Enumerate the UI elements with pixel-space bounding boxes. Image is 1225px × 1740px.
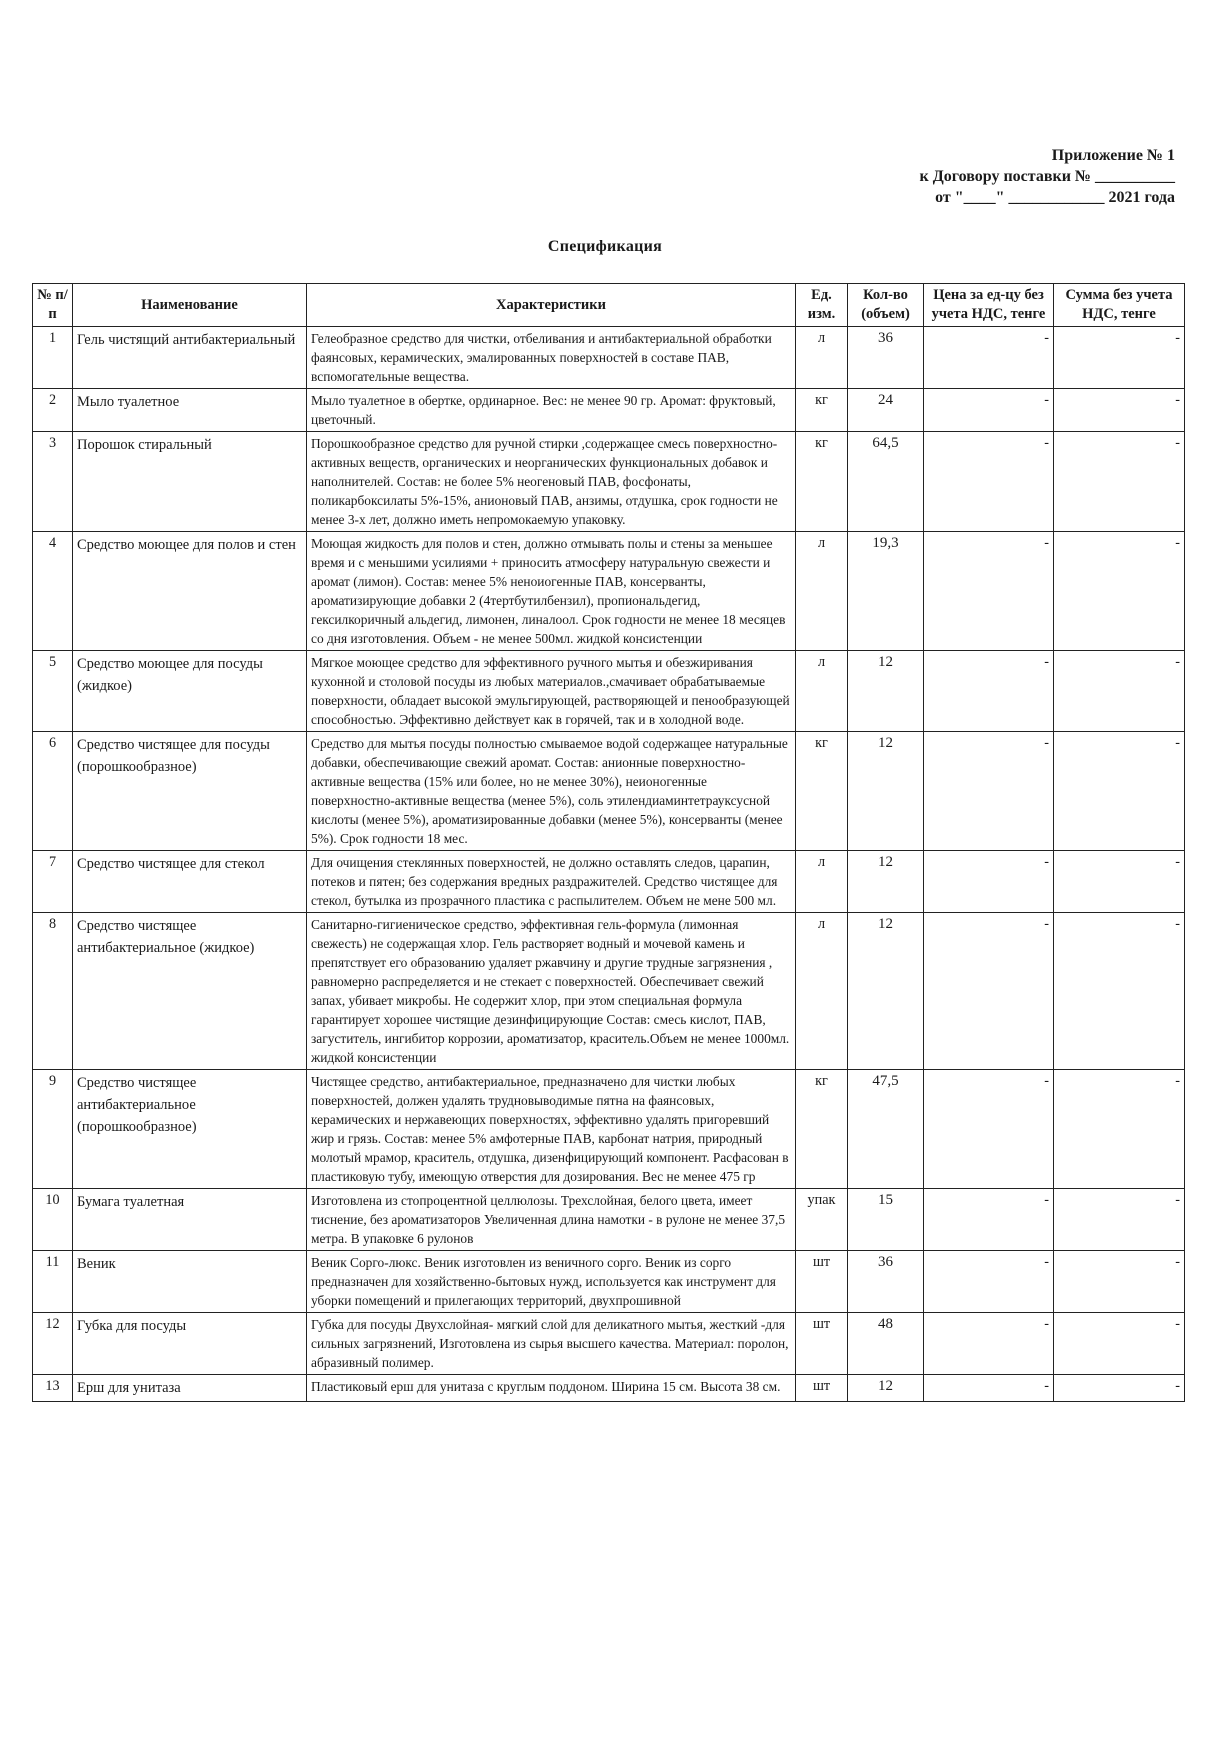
item-sum: -: [1054, 389, 1185, 432]
item-characteristics: Мягкое моющее средство для эффективного ручного мытья и обезжиривания кухонной и столовой посуды из любых материалов.,смачивает обрабатываемые поверхности, обладает высокой эмульгирующей, растворяющей и пенообразующей способностью. Эффективно действует как в горячей, так и в холодной воде.: [307, 651, 796, 732]
table-row: [33, 1251, 1185, 1313]
item-price: -: [924, 1375, 1054, 1402]
item-quantity: 12: [848, 732, 924, 851]
row-number: 1: [33, 327, 73, 389]
item-sum: -: [1054, 1375, 1185, 1402]
item-name: Средство чистящее для стекол: [73, 851, 307, 913]
table-row: [33, 651, 1185, 732]
item-quantity: 19,3: [848, 532, 924, 651]
table-row: [33, 327, 1185, 389]
item-sum: -: [1054, 732, 1185, 851]
item-characteristics: Для очищения стеклянных поверхностей, не должно оставлять следов, царапин, потеков и пятен; без содержания вредных раздражителей. Средство чистящее для стекол, бутылка из прозрачного пластика с распылителем. Объем не мене 500 мл.: [307, 851, 796, 913]
item-sum: -: [1054, 1070, 1185, 1189]
row-number: 8: [33, 913, 73, 1070]
item-sum: -: [1054, 651, 1185, 732]
item-characteristics: Мыло туалетное в обертке, ординарное. Вес: не менее 90 гр. Аромат: фруктовый, цветочный.: [307, 389, 796, 432]
item-price: -: [924, 913, 1054, 1070]
item-quantity: 12: [848, 913, 924, 1070]
item-name: Средство чистящее антибактериальное (жидкое): [73, 913, 307, 1070]
row-number: 2: [33, 389, 73, 432]
item-characteristics: Изготовлена из стопроцентной целлюлозы. Трехслойная, белого цвета, имеет тиснение, без ароматизаторов Увеличенная длина намотки - в рулоне не менее 37,5 метра. В упаковке 6 рулонов: [307, 1189, 796, 1251]
row-number: 10: [33, 1189, 73, 1251]
item-quantity: 12: [848, 851, 924, 913]
row-number: 4: [33, 532, 73, 651]
item-sum: -: [1054, 1189, 1185, 1251]
column-header-unit: Ед. изм.: [796, 284, 848, 327]
column-header-num: № п/п: [33, 284, 73, 327]
date-line: от "____" ____________ 2021 года: [935, 189, 1175, 206]
item-name: Губка для посуды: [73, 1313, 307, 1375]
table-row: [33, 913, 1185, 1070]
item-unit: л: [796, 913, 848, 1070]
item-sum: -: [1054, 1313, 1185, 1375]
item-characteristics: Чистящее средство, антибактериальное, предназначено для чистки любых поверхностей, должен удалять трудновыводимые пятна на фаянсовых, керамических и нержавеющих поверхностях, эффективно удалять пригоревший жир и грязь. Состав: менее 5% амфотерные ПАВ, карбонат натрия, природный молотый мрамор, краситель, отдушка, дизенфицирующий компонент. Расфасован в пластиковую тубу, имеющую отверстия для дозирования. Вес не менее 475 гр: [307, 1070, 796, 1189]
item-characteristics: Порошкообразное средство для ручной стирки ,содержащее смесь поверхностно-активных веществ, органических и неорганических функциональных добавок и наполнителей. Состав: не более 5% неогеновый ПАВ, фосфонаты, поликарбоксилаты 5%-15%, анионовый ПАВ, анзимы, отдушка, срок годности не менее 3-х лет, должно иметь непромокаемую упаковку.: [307, 432, 796, 532]
header-block: [920, 145, 1175, 208]
item-name: Веник: [73, 1251, 307, 1313]
item-characteristics: Веник Сорго-люкс. Веник изготовлен из веничного сорго. Веник из сорго предназначен для хозяйственно-бытовых нужд, используется как инструмент для уборки помещений и прилегающих территорий, двухпрошивной: [307, 1251, 796, 1313]
item-sum: -: [1054, 851, 1185, 913]
table-row: [33, 389, 1185, 432]
row-number: 9: [33, 1070, 73, 1189]
table-row: [33, 532, 1185, 651]
item-quantity: 36: [848, 1251, 924, 1313]
item-price: -: [924, 1251, 1054, 1313]
specification-table: [32, 283, 1185, 1402]
item-name: Средство моющее для посуды (жидкое): [73, 651, 307, 732]
row-number: 3: [33, 432, 73, 532]
item-unit: л: [796, 532, 848, 651]
item-sum: -: [1054, 1251, 1185, 1313]
column-header-quantity: Кол-во (объем): [848, 284, 924, 327]
column-header-characteristics: Характеристики: [307, 284, 796, 327]
row-number: 6: [33, 732, 73, 851]
item-name: Гель чистящий антибактериальный: [73, 327, 307, 389]
item-characteristics: Губка для посуды Двухслойная- мягкий слой для деликатного мытья, жесткий -для сильных загрязнений, Изготовлена из сырья высшего качества. Материал: поролон, абразивный полимер.: [307, 1313, 796, 1375]
item-unit: шт: [796, 1313, 848, 1375]
item-quantity: 24: [848, 389, 924, 432]
item-quantity: 47,5: [848, 1070, 924, 1189]
row-number: 12: [33, 1313, 73, 1375]
item-unit: кг: [796, 432, 848, 532]
item-unit: кг: [796, 732, 848, 851]
item-characteristics: Санитарно-гигиеническое средство, эффективная гель-формула (лимонная свежесть) не содержащая хлор. Гель растворяет водный и мочевой камень и препятствует его образованию удаляет ржавчину и другие трудные загрязнения , равномерно распределяется и не стекает с поверхностей. Обеспечивает свежий запах, убивает микробы. Не содержит хлор, при этом специальная формула гарантирует хорошее чистящие дезинфицирующие Состав: смесь кислот, ПАВ, загуститель, ингибитор коррозии, ароматизатор, краситель.Объем не менее 1000мл. жидкой консистенции: [307, 913, 796, 1070]
item-price: -: [924, 532, 1054, 651]
column-header-price: Цена за ед-цу без учета НДС, тенге: [924, 284, 1054, 327]
item-name: Мыло туалетное: [73, 389, 307, 432]
item-unit: шт: [796, 1375, 848, 1402]
table-row: [33, 732, 1185, 851]
item-characteristics: Гелеобразное средство для чистки, отбеливания и антибактериальной обработки фаянсовых, керамических, эмалированных поверхностей в составе ПАВ, вспомогательные вещества.: [307, 327, 796, 389]
row-number: 7: [33, 851, 73, 913]
item-characteristics: Средство для мытья посуды полностью смываемое водой содержащее натуральные добавки, обеспечивающие свежий аромат. Состав: анионные поверхностно-активные вещества (15% или более, но не менее 30%), неионогенные поверхностно-активные вещества (менее 5%), соль этилендиаминтетрауксусной кислоты (менее 5%), ароматизированные добавки (менее 5%), консерванты (менее 5%). Срок годности 18 мес.: [307, 732, 796, 851]
item-unit: кг: [796, 389, 848, 432]
item-unit: упак: [796, 1189, 848, 1251]
item-unit: л: [796, 327, 848, 389]
contract-line: к Договору поставки № __________: [919, 168, 1175, 185]
item-unit: кг: [796, 1070, 848, 1189]
item-price: -: [924, 1189, 1054, 1251]
item-price: -: [924, 651, 1054, 732]
table-row: [33, 432, 1185, 532]
item-quantity: 12: [848, 651, 924, 732]
item-quantity: 48: [848, 1313, 924, 1375]
item-price: -: [924, 432, 1054, 532]
item-unit: л: [796, 651, 848, 732]
item-quantity: 64,5: [848, 432, 924, 532]
table-row: [33, 1189, 1185, 1251]
item-unit: шт: [796, 1251, 848, 1313]
page-title: Спецификация: [547, 238, 663, 255]
item-price: -: [924, 327, 1054, 389]
table-row: [33, 851, 1185, 913]
table-row: [33, 1375, 1185, 1402]
item-name: Бумага туалетная: [73, 1189, 307, 1251]
item-characteristics: Моющая жидкость для полов и стен, должно отмывать полы и стены за меньшее время и с меньшими усилиями + приносить атмосферу натуральную свежести и аромат (лимон). Состав: менее 5% неноиогенные ПАВ, консерванты, ароматизирующие добавки 2 (4тертбутилбензил), пропиональдегид, гексилкоричный альдегид, лимонен, линалоол. Срок годности не менее 18 месяцев со дня изготовления. Объем - не менее 500мл. жидкой консистенции: [307, 532, 796, 651]
item-price: -: [924, 1313, 1054, 1375]
item-name: Средство моющее для полов и стен: [73, 532, 307, 651]
row-number: 11: [33, 1251, 73, 1313]
item-price: -: [924, 1070, 1054, 1189]
item-name: Средство чистящее антибактериальное (порошкообразное): [73, 1070, 307, 1189]
table-row: [33, 1313, 1185, 1375]
row-number: 5: [33, 651, 73, 732]
table-row: [33, 1070, 1185, 1189]
item-quantity: 12: [848, 1375, 924, 1402]
item-characteristics: Пластиковый ерш для унитаза с круглым поддоном. Ширина 15 см. Высота 38 см.: [307, 1375, 796, 1402]
column-header-name: Наименование: [73, 284, 307, 327]
item-name: Средство чистящее для посуды (порошкообразное): [73, 732, 307, 851]
item-name: Порошок стиральный: [73, 432, 307, 532]
appendix-label: Приложение № 1: [1051, 147, 1175, 164]
column-header-sum: Сумма без учета НДС, тенге: [1054, 284, 1185, 327]
item-price: -: [924, 851, 1054, 913]
item-sum: -: [1054, 327, 1185, 389]
item-quantity: 15: [848, 1189, 924, 1251]
item-name: Ерш для унитаза: [73, 1375, 307, 1402]
table-header-row: [33, 284, 1185, 327]
item-sum: -: [1054, 913, 1185, 1070]
item-price: -: [924, 732, 1054, 851]
row-number: 13: [33, 1375, 73, 1402]
item-price: -: [924, 389, 1054, 432]
item-quantity: 36: [848, 327, 924, 389]
item-sum: -: [1054, 532, 1185, 651]
item-sum: -: [1054, 432, 1185, 532]
item-unit: л: [796, 851, 848, 913]
